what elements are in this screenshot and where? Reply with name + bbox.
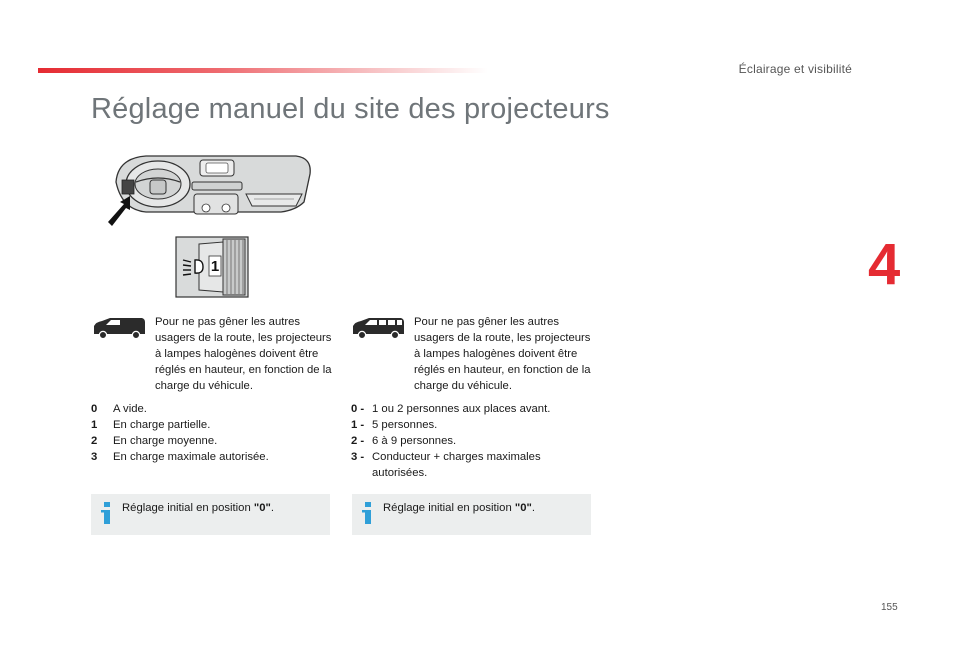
position-description: Conducteur + charges maximales autorisées.: [372, 451, 541, 479]
list-item: [351, 433, 571, 449]
position-number: 3 -: [351, 451, 365, 463]
info-text-value: "0": [253, 502, 271, 514]
list-item: [351, 401, 571, 417]
info-icon: [362, 502, 374, 529]
position-number: 1: [91, 419, 98, 431]
positions-list-van: [91, 401, 269, 465]
info-text: [383, 500, 535, 516]
position-number: 2: [91, 435, 98, 447]
list-item: [91, 449, 269, 465]
info-text-suffix: .: [270, 502, 275, 514]
info-box-van: [91, 494, 330, 535]
knob-position-label: 1: [210, 258, 220, 275]
position-description: A vide.: [113, 403, 147, 415]
position-number: 0: [91, 403, 98, 415]
position-number: 2 -: [351, 435, 365, 447]
list-item: [351, 417, 571, 433]
list-item: [91, 417, 269, 433]
section-title: Éclairage et visibilité: [738, 62, 852, 76]
list-item: [91, 433, 269, 449]
info-text-prefix: Réglage initial en position: [122, 502, 254, 514]
info-box-minibus: [352, 494, 591, 535]
info-text-suffix: .: [531, 502, 536, 514]
position-number: 3: [91, 451, 98, 463]
headlamp-adjust-knob-illustration: [175, 236, 249, 303]
position-description: 6 à 9 personnes.: [372, 435, 457, 447]
page-title: Réglage manuel du site des projecteurs: [91, 93, 610, 125]
info-text-value: "0": [514, 502, 532, 514]
info-text: [122, 500, 274, 516]
list-item: [351, 449, 571, 481]
position-description: 5 personnes.: [372, 419, 438, 431]
minibus-icon: [351, 316, 405, 345]
info-text-prefix: Réglage initial en position: [383, 502, 515, 514]
position-description: En charge maximale autorisée.: [113, 451, 269, 463]
van-icon: [92, 316, 146, 345]
page-number: 155: [881, 602, 898, 613]
info-icon: [101, 502, 113, 529]
list-item: [91, 401, 269, 417]
position-number: 0 -: [351, 403, 365, 415]
intro-text-minibus: Pour ne pas gêner les autres usagers de la route, les projecteurs à lampes halogènes doivent être réglés en hauteur, en fonction de la charge du véhicule.: [414, 316, 591, 392]
header-accent-bar: [38, 68, 488, 73]
dashboard-illustration: [106, 152, 316, 239]
intro-text-van: Pour ne pas gêner les autres usagers de la route, les projecteurs à lampes halogènes doivent être réglés en hauteur, en fonction de la charge du véhicule.: [155, 316, 332, 392]
positions-list-minibus: [351, 401, 571, 481]
position-number: 1 -: [351, 419, 365, 431]
position-description: En charge partielle.: [113, 419, 211, 431]
position-description: 1 ou 2 personnes aux places avant.: [372, 403, 551, 415]
position-description: En charge moyenne.: [113, 435, 218, 447]
chapter-number: 4: [868, 232, 901, 297]
